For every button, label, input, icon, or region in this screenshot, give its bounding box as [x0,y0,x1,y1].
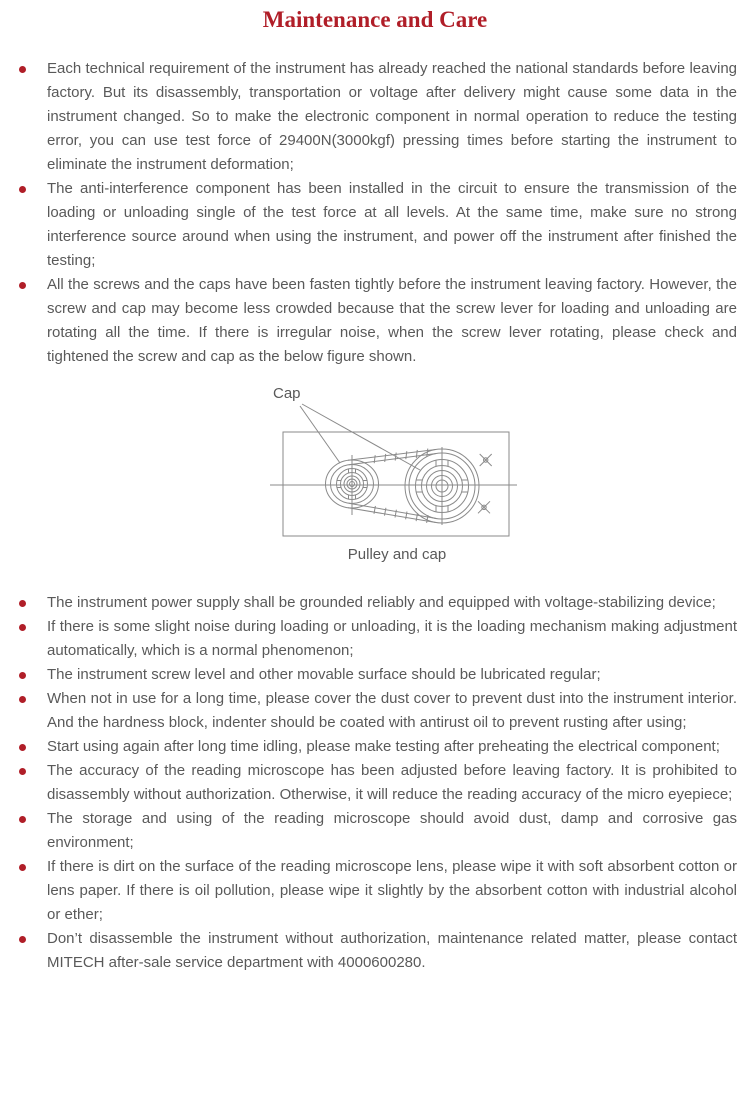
pulley-figure [262,385,532,563]
large-pulley [405,447,479,525]
page-title: Maintenance and Care [262,7,488,32]
list-item-text: If there is some slight noise during loading or unloading, it is the loading mechanism making adjustment automatically, which is a normal phenomenon; [47,618,737,659]
screw-mark-icon [478,501,490,513]
list-item-text: The accuracy of the reading microscope has been adjusted before leaving factory. It is prohibited to disassembly without authorization. Otherwise, it will reduce the reading accuracy of the micro eyepiece; [47,762,737,803]
bullet-icon [19,672,26,679]
list-item [47,855,737,927]
belt [348,449,436,523]
list-item-text: If there is dirt on the surface of the reading microscope lens, please wipe it with soft absorbent cotton or lens paper. If there is oil pollution, please wipe it slightly by the absorbent cotton with industrial alcohol or ether; [47,858,737,923]
bullet-icon [19,624,26,631]
bullet-icon [19,936,26,943]
list-item [47,735,737,759]
figure-label-cap: Cap [273,385,301,402]
list-item [47,687,737,735]
bullet-icon [19,186,26,193]
pulley-diagram [262,385,532,547]
list-item [47,273,737,369]
bullet-icon [19,600,26,607]
list-item [47,927,737,975]
bullet-icon [19,696,26,703]
list-item-text: When not in use for a long time, please cover the dust cover to prevent dust into the instrument interior. And the hardness block, indenter should be coated with antirust oil to prevent rusting after using; [47,690,737,731]
list-item-text: The storage and using of the reading microscope should avoid dust, damp and corrosive gas environment; [47,810,737,851]
bullet-icon [19,768,26,775]
list-item [47,591,737,615]
list-item [47,807,737,855]
figure-caption: Pulley and cap [347,546,447,563]
bullet-icon [19,864,26,871]
list-item [47,615,737,663]
bullet-icon [19,282,26,289]
list-item-text: The anti-interference component has been installed in the circuit to ensure the transmission of the loading or unloading single of the test force at all levels. At the same time, make sure no strong interference source around when using the instrument, and power off the instrument after finished the testing; [47,180,737,269]
list-item [47,177,737,273]
bullet-list-top [0,57,750,369]
bullet-icon [19,744,26,751]
list-item [47,663,737,687]
list-item-text: All the screws and the caps have been fasten tightly before the instrument leaving factory. However, the screw and cap may become less crowded because that the screw lever for loading and unloading are rotating all the time. If there is irregular noise, when the screw lever rotating, please check and tightened the screw and cap as the below figure shown. [47,276,737,365]
list-item [47,57,737,177]
list-item-text: Each technical requirement of the instrument has already reached the national standards before leaving factory. But its disassembly, transportation or voltage after delivery might cause some data in the instrument changed. So to make the electronic component in normal operation to reduce the testing error, you can use test force of 29400N(3000kgf) pressing times before starting the instrument to eliminate the instrument deformation; [47,60,737,173]
list-item-text: Don’t disassemble the instrument without authorization, maintenance related matter, please contact MITECH after-sale service department with 4000600280. [47,930,737,971]
bullet-list-bottom [0,591,750,975]
bullet-icon [19,66,26,73]
list-item-text: Start using again after long time idling, please make testing after preheating the electrical component; [47,738,720,755]
screw-mark-icon [480,454,492,466]
list-item-text: The instrument power supply shall be grounded reliably and equipped with voltage-stabilizing device; [47,594,716,611]
list-item [47,759,737,807]
list-item-text: The instrument screw level and other movable surface should be lubricated regular; [47,666,601,683]
bullet-icon [19,816,26,823]
cap-leader-lines [300,404,420,470]
